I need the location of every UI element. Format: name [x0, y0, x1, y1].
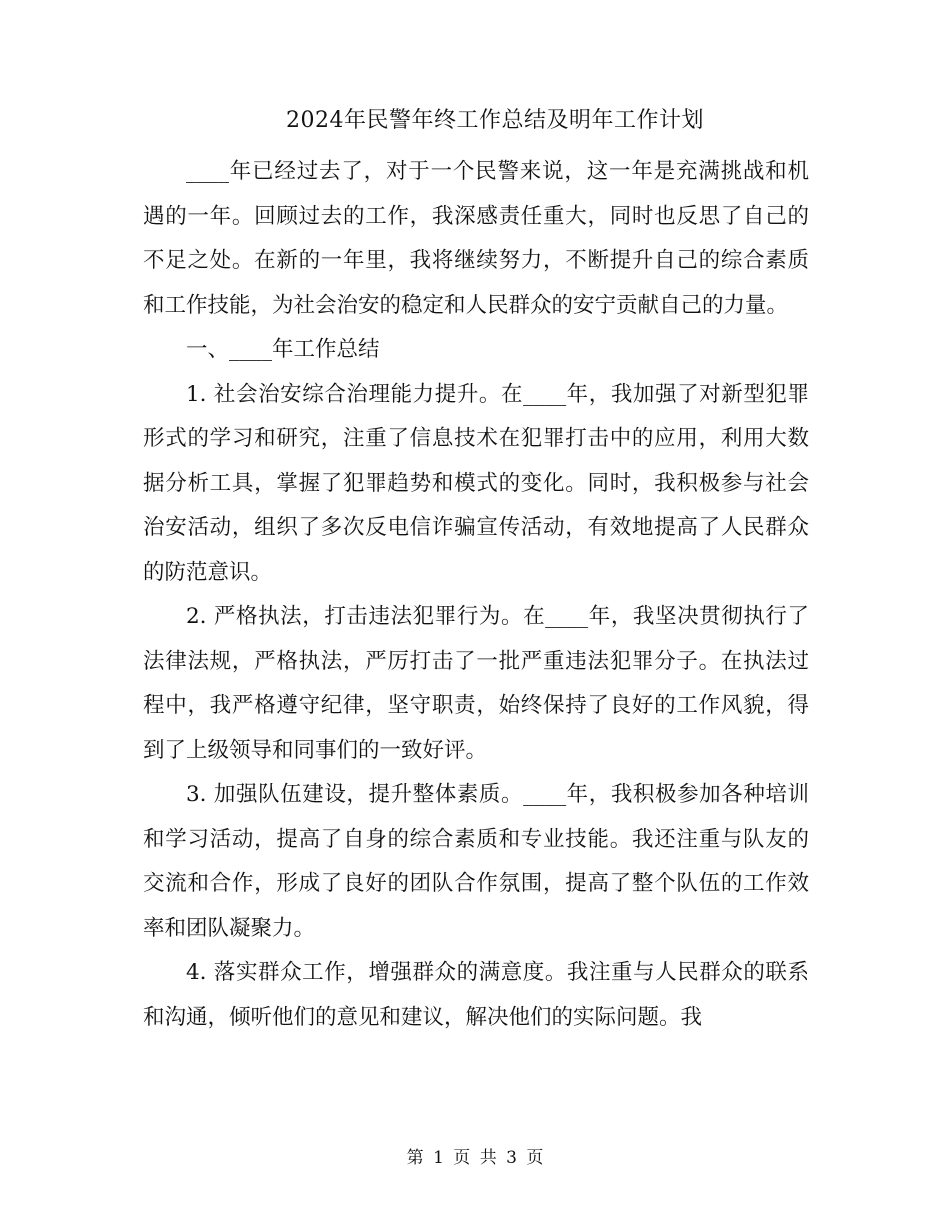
page-footer: 第 1 页 共 3 页: [406, 1148, 544, 1168]
document-body: [143, 150, 809, 1040]
summary-item-1: 1. 社会治安综合治理能力提升。在____年，我加强了对新型犯罪形式的学习和研究，注重了信息技术在犯罪打击中的应用，利用大数据分析工具，掌握了犯罪趋势和模式的变化。同时，我积极参与社会治安活动，组织了多次反电信诈骗宣传活动，有效地提高了人民群众的防范意识。: [143, 381, 809, 585]
intro-paragraph: ____年已经过去了，对于一个民警来说，这一年是充满挑战和机遇的一年。回顾过去的工作，我深感责任重大，同时也反思了自己的不足之处。在新的一年里，我将继续努力，不断提升自己的综合素质和工作技能，为社会治安的稳定和人民群众的安宁贡献自己的力量。: [143, 159, 809, 318]
summary-item-2: 2. 严格执法，打击违法犯罪行为。在____年，我坚决贯彻执行了法律法规，严格执法，严厉打击了一批严重违法犯罪分子。在执法过程中，我严格遵守纪律，坚守职责，始终保持了良好的工作风貌，得到了上级领导和同事们的一致好评。: [143, 604, 809, 763]
document-title: 2024年民警年终工作总结及明年工作计划: [286, 108, 704, 133]
summary-item-4: 4. 落实群众工作，增强群众的满意度。我注重与人民群众的联系和沟通，倾听他们的意见和建议，解决他们的实际问题。我: [143, 960, 809, 1030]
summary-item-3: 3. 加强队伍建设，提升整体素质。____年，我积极参加各种培训和学习活动，提高了自身的综合素质和专业技能。我还注重与队友的交流和合作，形成了良好的团队合作氛围，提高了整个队伍的工作效率和团队凝聚力。: [143, 782, 809, 941]
section-heading: 一、____年工作总结: [186, 337, 380, 362]
